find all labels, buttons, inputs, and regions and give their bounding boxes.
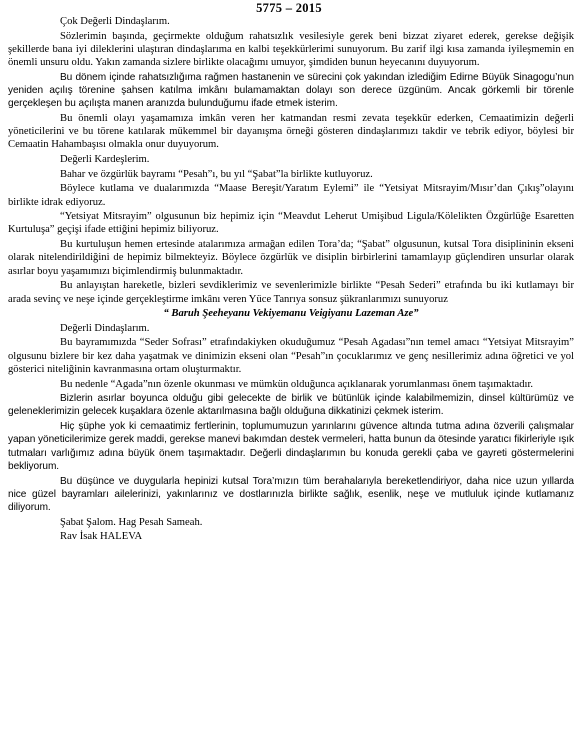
salutation: Çok Değerli Dindaşlarım. bbox=[60, 16, 170, 27]
paragraph-thanks: Sözlerimin başında, geçirmekte olduğum rahatsızlık vesilesiyle gerek beni bizzat ziyaret ederek, gerekse değişik şekillerde bana iyi dileklerini ulaştıran dindaşlarıma en kalbi teşekkürlerimi sunuyorum. Bu zarif ilgi kısa zamanda iyileşmemin en önemli unsuru oldu. Yakın zamanda sizlere birlikte olacağımı umuyor, şimdiden bunun heyecanını duyuyorum. bbox=[8, 30, 574, 69]
signature-name: Rav İsak HALEVA bbox=[60, 531, 143, 543]
blessing-quote: “ Baruh Şeeheyanu Vekiyemanu Veigiyanu Lazeman Aze” bbox=[163, 308, 419, 320]
paragraph-creation-exodus: Böylece kutlama ve dualarımızda “Maase Bereşit/Yaratım Eylemi” ile “Yetsiyat Mitsrayim/Mısır’dan Çıkış”olayını birlikte idrak ediyoruz. bbox=[8, 183, 574, 208]
paragraph-unity: Bizlerin asırlar boyunca olduğu gibi gelecekte de birlik ve bütünlük içinde kalabilmemizin, dinsel kültürümüz ve geleneklerimizin gelecek kuşaklara özenle aktarılmasına bağlı olduğuna dikkatinizi çekmek isterim. bbox=[8, 393, 574, 418]
salutation-brothers: Değerli Kardeşlerim. bbox=[60, 154, 150, 166]
year-header: 5775 – 2015 bbox=[256, 1, 322, 15]
letter-body bbox=[8, 15, 574, 545]
paragraph-yetsiyat: “Yetsiyat Mitsrayim” olgusunun biz hepimiz için “Meavdut Leherut Umişibud Ligula/Kölelikten Özgürlüğe Esaretten Kurtuluşa” geçişi ifade ettiğini hepimiz biliyoruz. bbox=[8, 211, 574, 236]
paragraph-tora-sabbath: Bu kurtuluşun hemen ertesinde atalarımıza armağan edilen Tora’da; “Şabat” olgusunun, kutsal Tora disiplininin ekseni olarak nitelendirildiğini de hepimiz bilmekteyiz. Böylece özgürlük ve disiplin birbirlerini tamamlayıp güçlendiren unsurlar olarak asırlar boyu yaşamımızı biçimlendirmiş bulunmaktadır. bbox=[8, 239, 574, 277]
paragraph-agada-purpose: Bu bayramımızda “Seder Sofrası” etrafındakiyken okuduğumuz “Pesah Agadası”nın temel amacı “Yetsiyat Mitsrayim” olgusunu bizlere bir kez daha yaşatmak ve dinimizin ekseni olan “Pesah”ın çocuklarımız ve genç nesillerimiz adına öğretici ve yol gösterici niteliğinin kavranmasına ortam oluşturmaktır. bbox=[8, 337, 574, 375]
salutation-dindas: Değerli Dindaşlarım. bbox=[60, 322, 150, 334]
paragraph-seder-thanks: Bu anlayıştan hareketle, bizleri sevdiklerimiz ve sevenlerimizle birlikte “Pesah Sederi” etrafında bu iki kutlamayı bir arada sevinç ve neşe içinde gerçekleştirme imkânı veren Yüce Tanrıya sonsuz şükranlarımızı sunuyoruz bbox=[8, 280, 574, 305]
paragraph-support: Hiç şüphe yok ki cemaatimiz fertlerinin, toplumumuzun yarınlarını güvence altında tutma adına özverili çalışmalar yapan yöneticilerimize gerek maddi, gerekse manevi bakımdan destek vermeleri, hatta bunun da ötesinde yaratıcı fikirleriyle ışık tutmaları varlığımız adına büyük önem taşımaktadır. Değerli dindaşlarımın bu konuda gerekli çaba ve gayreti göstermelerini bekliyorum. bbox=[8, 421, 574, 472]
paragraph-agada-reading: Bu nedenle “Agada”nın özenle okunması ve mümkün olduğunca açıklanarak yorumlanması önem taşımaktadır. bbox=[60, 378, 534, 390]
paragraph-wishes: Bu düşünce ve duygularla hepinizi kutsal Tora’mızın tüm berahalarıyla bereketlendiriyor, daha nice uzun yıllarda nice güzel bayramları ailelerinizi, yakınlarınız ve dostlarınızla birlikte sağlık, esenlik, neşe ve mutluluk içinde kutlamanız diliyorum. bbox=[8, 475, 574, 513]
paragraph-synagogue: Bu dönem içinde rahatsızlığıma rağmen hastanenin ve sürecini çok yakından izlediğim Edirne Büyük Sinagogu’nun yeniden açılış törenine şahsen katılma imkânı bulamamaktan dolayı son derece üzgünüm. Ancak görkemli bir törenle gerçekleşen bu açılışta manen aranızda bulunduğumu ifade etmek isterim. bbox=[8, 71, 574, 110]
closing-greeting: Şabat Şalom. Hag Pesah Sameah. bbox=[60, 516, 203, 528]
paragraph-gratitude: Bu önemli olayı yaşamamıza imkân veren her katmandan resmi zevata teşekkür ederken, Cemaatimizin değerli yöneticilerini ve bu törene katılarak mükemmel bir dayanışma örneği gösteren dindaşlarımızı takdir ve tebrik ediyor, böylesi bir Cemaatin Hahambaşısı olmakla onur duyuyorum. bbox=[8, 112, 574, 151]
paragraph-pesah-sabbath: Bahar ve özgürlük bayramı “Pesah”ı, bu yıl “Şabat”la birlikte kutluyoruz. bbox=[60, 168, 373, 180]
